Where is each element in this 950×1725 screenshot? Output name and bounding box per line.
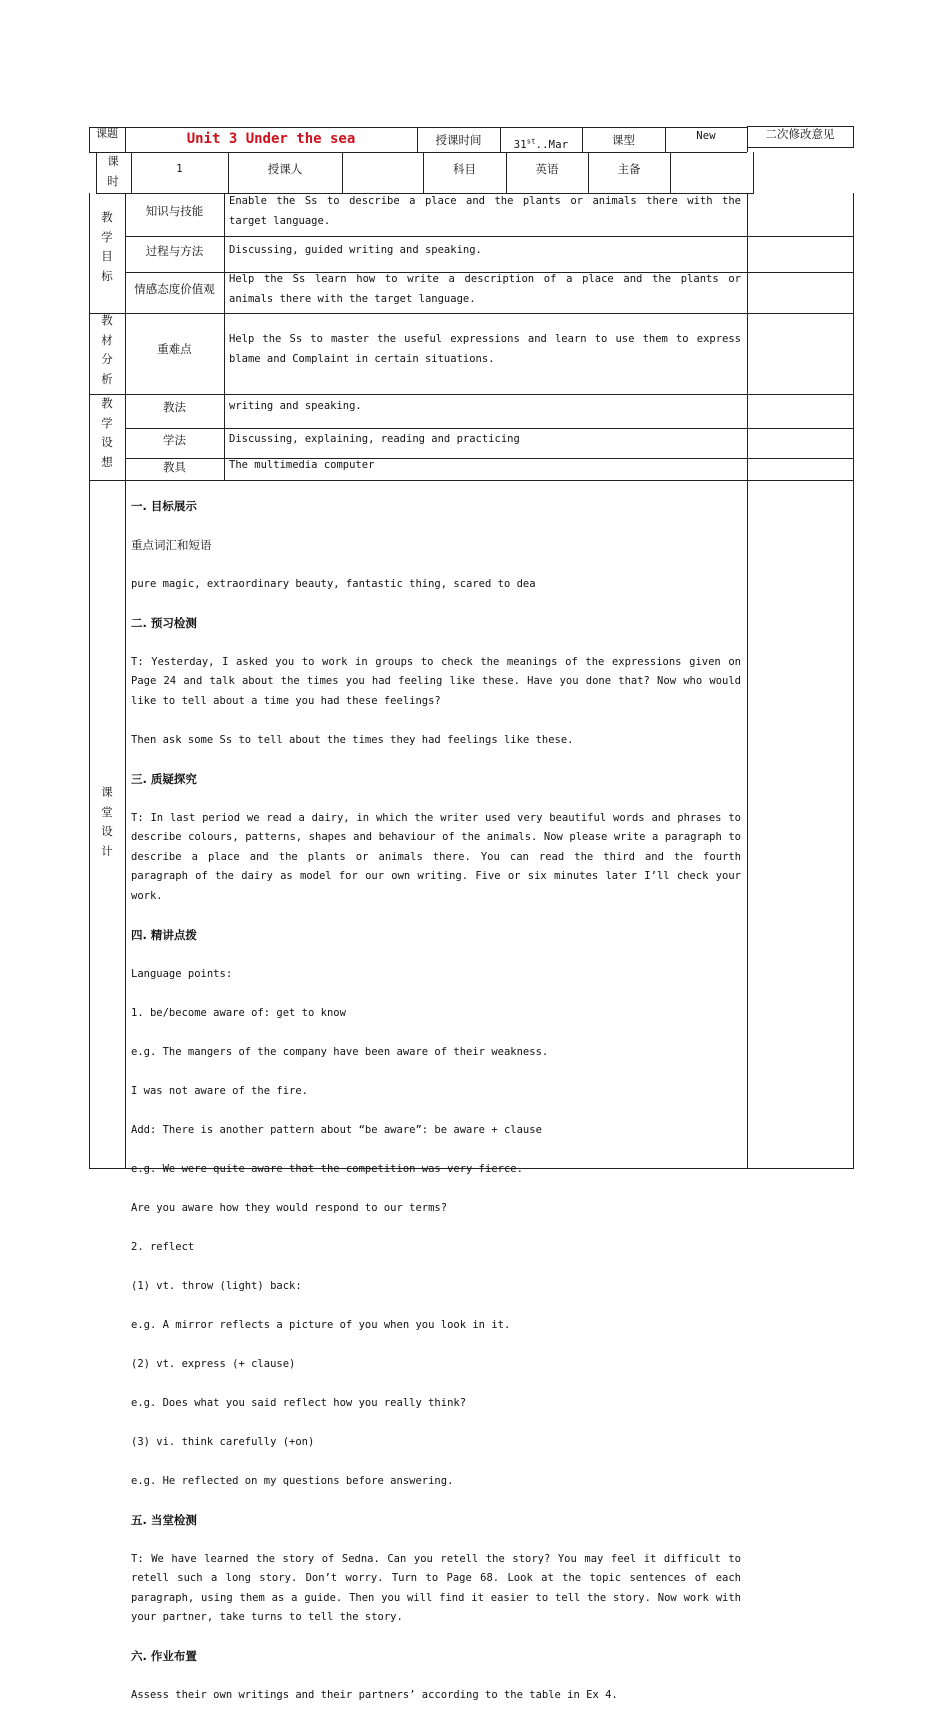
points-line: e.g. Does what you said reflect how you really think? [131, 1396, 467, 1409]
points-line: 1. be/become aware of: get to know [131, 1006, 346, 1019]
design-label-method: 教法 [163, 400, 186, 414]
preview-paragraph-2: Then ask some Ss to tell about the times they had feelings like these. [131, 733, 574, 746]
points-line: e.g. He reflected on my questions before answering. [131, 1474, 454, 1487]
points-line: Are you aware how they would respond to our terms? [131, 1201, 448, 1214]
points-line: Language points: [131, 967, 233, 980]
section-design-label: 教学设想 [101, 396, 113, 469]
preview-paragraph-1: T: Yesterday, I asked you to work in groups to check the meanings of the expressions given on Page 24 and talk about the times you had feeling like these. Have you done that? Now who would like to tell about a time you had these feelings? [131, 655, 748, 707]
goals-line-1: 重点词汇和短语 [131, 537, 212, 552]
points-line: (2) vt. express (+ clause) [131, 1357, 296, 1370]
label-date: 授课时间 [435, 133, 482, 147]
date-value [500, 134, 582, 152]
objective-text-process: Discussing, guided writing and speaking. [229, 244, 482, 256]
design-text-learning: Discussing, explaining, reading and practicing [229, 433, 520, 445]
section-heading-points: 四. 精讲点拨 [131, 927, 197, 942]
section-heading-homework: 六. 作业布置 [131, 1649, 197, 1663]
design-text-method: writing and speaking. [229, 400, 362, 412]
section-heading-preview: 二. 预习检测 [131, 615, 197, 630]
period-value: 1 [176, 163, 183, 175]
points-line: e.g. A mirror reflects a picture of you when you look in it. [131, 1318, 511, 1331]
section-heading-goals: 一. 目标展示 [131, 498, 197, 513]
objective-text-knowledge: Enable the Ss to describe a place and the plants or animals there with the target language. [229, 195, 748, 227]
analysis-label: 重难点 [157, 342, 192, 356]
section-heading-check: 五. 当堂检测 [131, 1512, 197, 1527]
inquiry-paragraph: T: In last period we read a dairy, in which the writer used very beautiful words and phrases to describe colours, patterns, shapes and behaviour of the animals. Now please write a paragraph to describe a place and the plants or animals there. You can read the third and the fourth paragraph of the dairy as model for our own writing. Five or six minutes later I’ll check your work. [131, 811, 748, 902]
design-label-learning: 学法 [163, 433, 186, 447]
points-line: e.g. We were quite aware that the competition was very fierce. [131, 1162, 523, 1175]
subject-value: 英语 [535, 162, 559, 176]
design-text-tools: The multimedia computer [229, 459, 375, 471]
classroom-content [131, 477, 748, 1725]
points-line: I was not aware of the fire. [131, 1084, 309, 1097]
label-period: 课时 [107, 154, 119, 188]
objective-text-attitude: Help the Ss learn how to write a description of a place and the plants or animals there with the target language. [229, 273, 748, 305]
section-analysis-label: 教材分析 [101, 313, 113, 386]
goals-line-2: pure magic, extraordinary beauty, fantastic thing, scared to dea [131, 577, 536, 590]
points-line: Add: There is another pattern about “be aware”: be aware + clause [131, 1123, 542, 1136]
label-subject: 科目 [453, 162, 476, 176]
points-line: e.g. The mangers of the company have been aware of their weakness. [131, 1045, 549, 1058]
section-heading-inquiry: 三. 质疑探究 [131, 771, 197, 786]
lesson-title: Unit 3 Under the sea [186, 131, 356, 147]
check-paragraph: T: We have learned the story of Sedna. Can you retell the story? You may feel it difficult to retell such a long story. Don’t worry. Turn to Page 68. Look at the topic sentences of each paragraph, using them as a guide. Then you will find it easier to tell the story. Now work with your partner, take turns to tell the story. [131, 1552, 748, 1623]
section-objectives-label: 教学目标 [101, 210, 113, 283]
points-line: (1) vt. throw (light) back: [131, 1279, 302, 1292]
points-line: (3) vi. think carefully (+on) [131, 1435, 315, 1448]
points-line: 2. reflect [131, 1240, 195, 1253]
objective-label-attitude: 情感态度价值观 [134, 282, 215, 296]
revision-label: 二次修改意见 [765, 127, 835, 141]
date-text: 31st..Mar [513, 137, 569, 151]
section-classroom-label: 课堂设计 [101, 785, 113, 858]
label-topic: 课题 [96, 127, 118, 140]
label-lead: 主备 [617, 162, 641, 176]
design-label-tools: 教具 [163, 460, 186, 474]
objective-label-knowledge: 知识与技能 [145, 204, 204, 218]
type-value: New [696, 130, 716, 142]
analysis-text: Help the Ss to master the useful expressions and learn to use them to express blame and Complaint in certain situations. [229, 333, 748, 365]
objective-label-process: 过程与方法 [145, 244, 204, 258]
label-type: 课型 [612, 133, 635, 147]
homework-paragraph: Assess their own writings and their partners’ according to the table in Ex 4. [131, 1689, 618, 1701]
label-teacher: 授课人 [267, 162, 303, 176]
